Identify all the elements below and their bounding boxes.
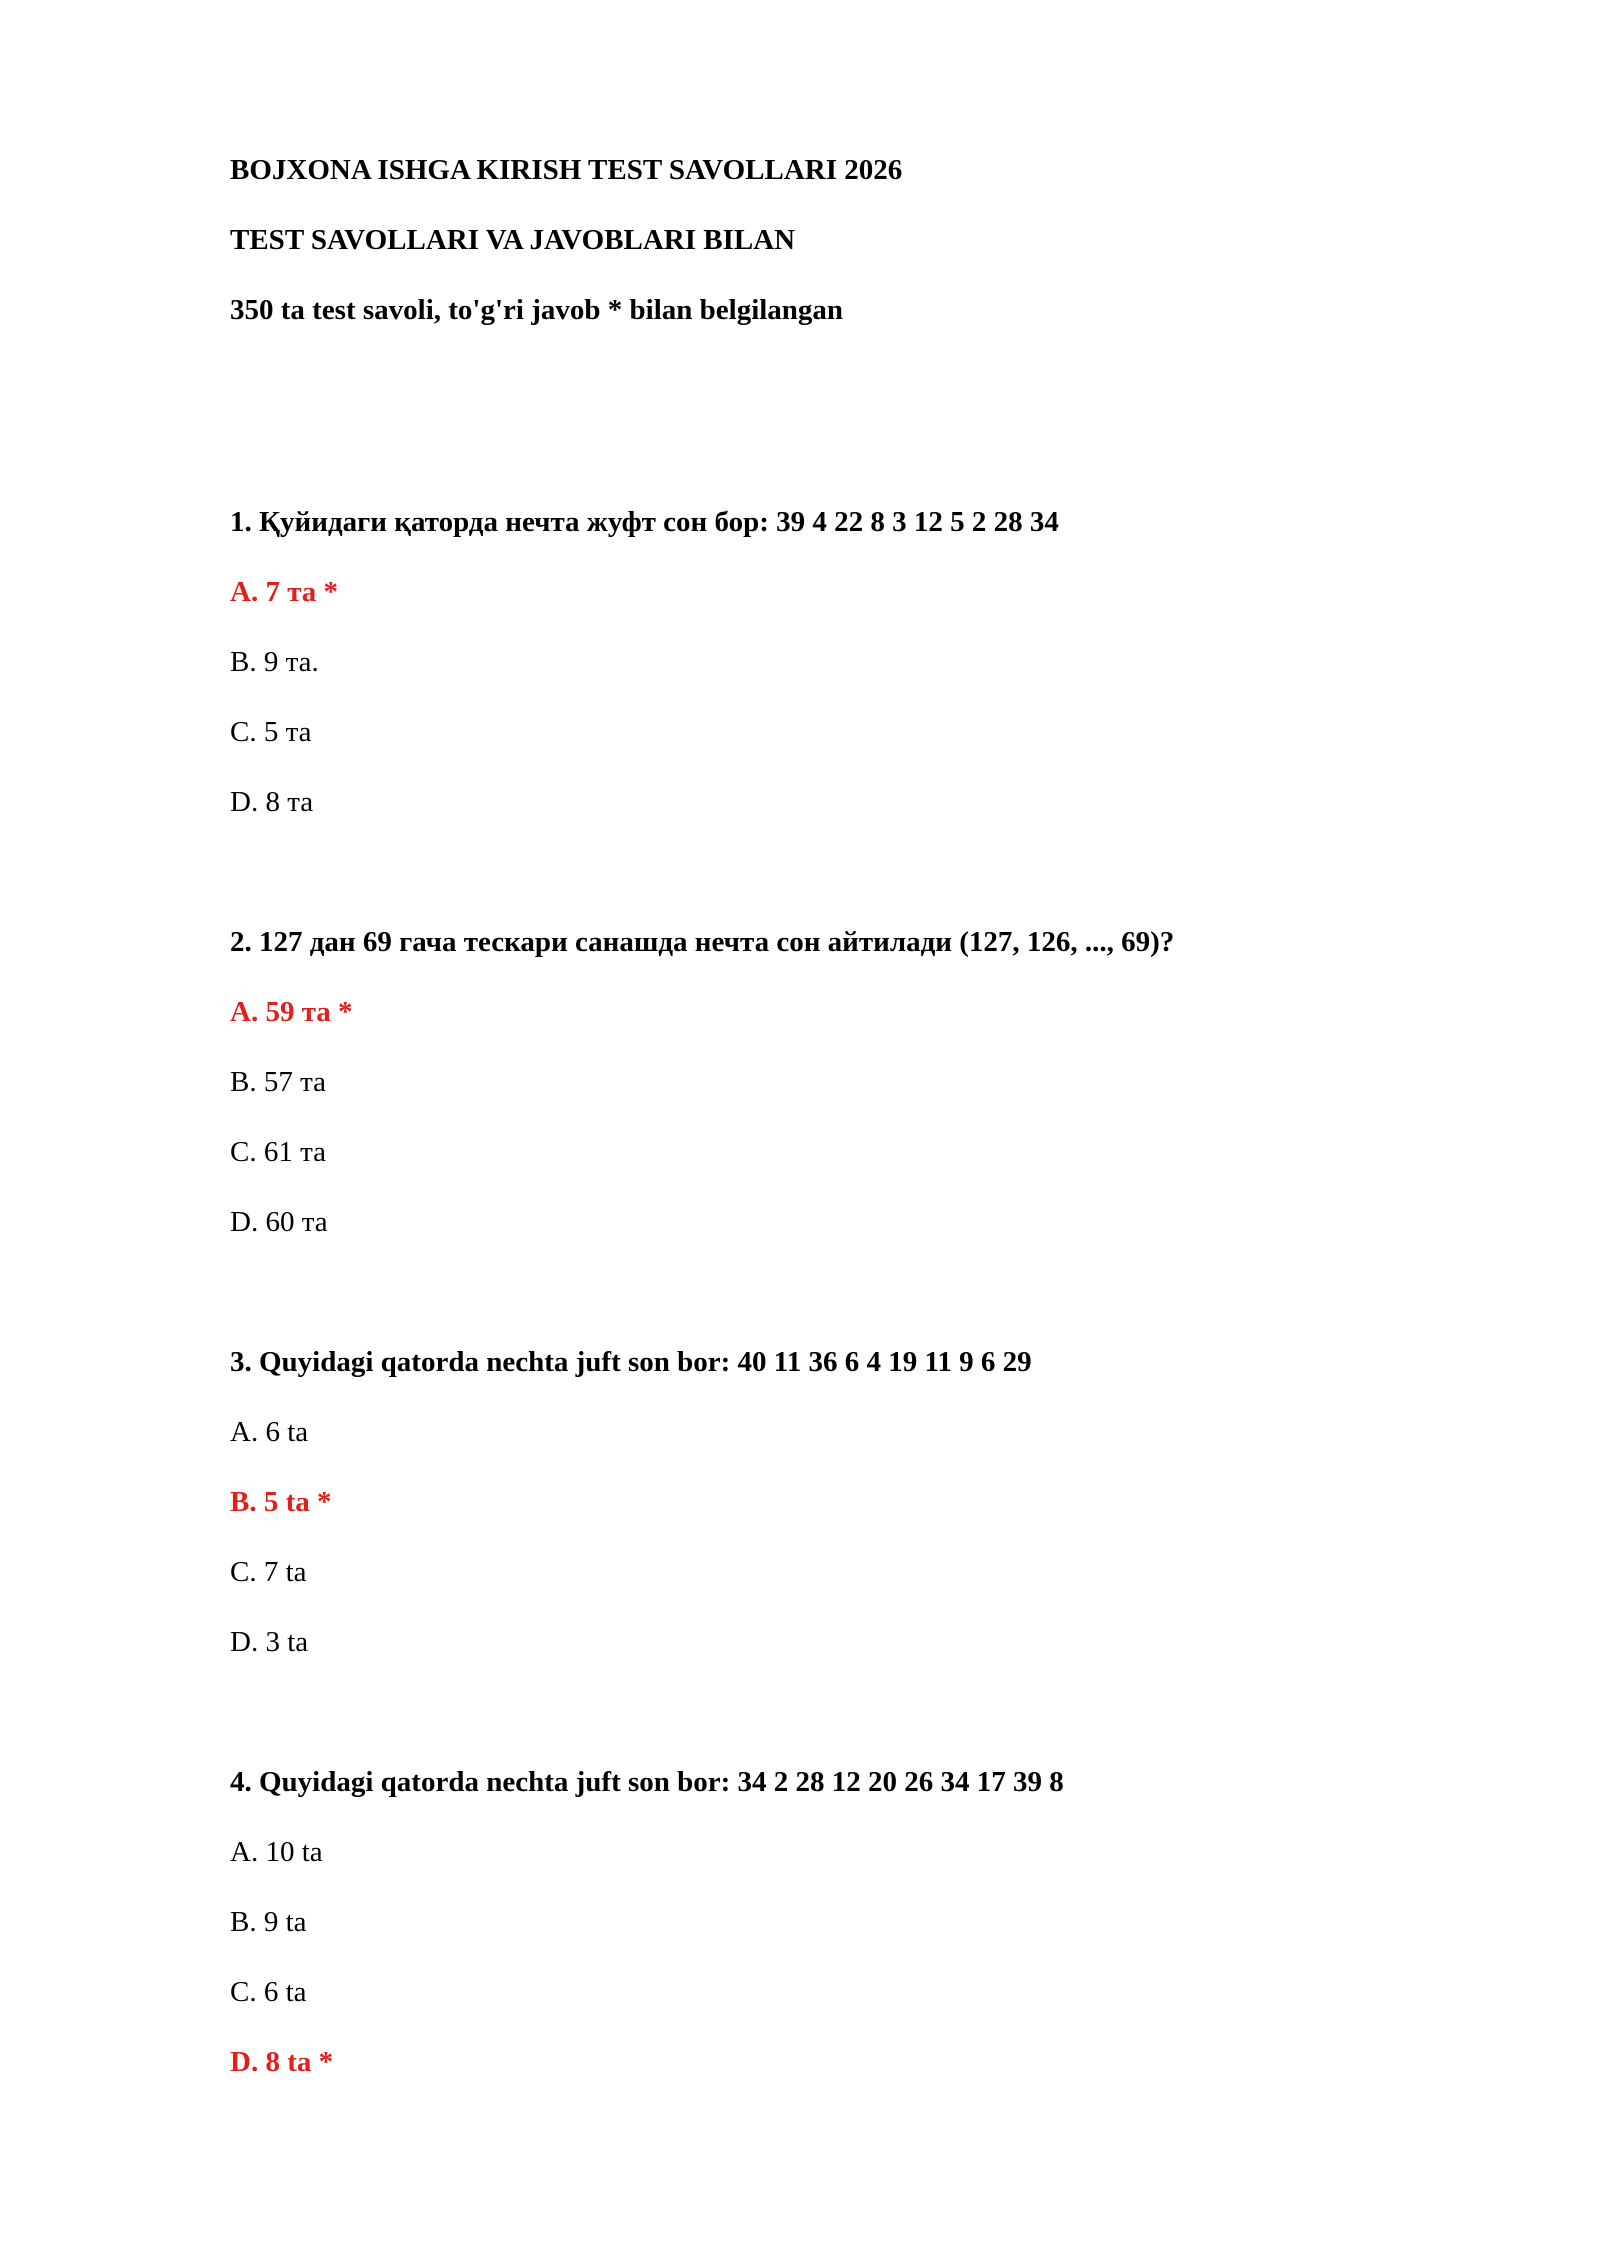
document-title: BOJXONA ISHGA KIRISH TEST SAVOLLARI 2026 (230, 154, 903, 186)
option-b: B. 57 та (230, 1066, 326, 1098)
question-text: 4. Quyidagi qatorda nechta juft son bor: 34 2 28 12 20 26 34 17 39 8 (230, 1766, 1064, 1798)
option-b: B. 9 ta (230, 1906, 307, 1938)
option-d: D. 60 та (230, 1206, 328, 1238)
document-subtitle: TEST SAVOLLARI VA JAVOBLARI BILAN (230, 224, 796, 256)
question-1 (230, 504, 1530, 820)
option-d: D. 3 ta (230, 1626, 309, 1658)
question-text: 1. Қуйидаги қаторда нечта жуфт сон бор: 39 4 22 8 3 12 5 2 28 34 (230, 506, 1059, 538)
option-a: A. 7 та * (230, 576, 339, 608)
option-c: C. 61 та (230, 1136, 326, 1168)
option-c: C. 7 ta (230, 1556, 307, 1588)
question-4 (230, 1764, 1530, 2080)
option-d: D. 8 ta * (230, 2046, 334, 2078)
option-a: A. 6 ta (230, 1416, 309, 1448)
option-c: C. 5 та (230, 716, 312, 748)
option-c: C. 6 ta (230, 1976, 307, 2008)
option-b: B. 9 та. (230, 646, 319, 678)
option-b: B. 5 ta * (230, 1486, 332, 1518)
option-d: D. 8 та (230, 786, 314, 818)
option-a: A. 59 та * (230, 996, 353, 1028)
question-3 (230, 1344, 1530, 1660)
document-note: 350 ta test savoli, to'g'ri javob * bilan belgilangan (230, 294, 844, 326)
question-text: 2. 127 дан 69 гача тескари санашда нечта сон айтилади (127, 126, ..., 69)? (230, 926, 1175, 958)
question-2 (230, 924, 1530, 1240)
question-text: 3. Quyidagi qatorda nechta juft son bor: 40 11 36 6 4 19 11 9 6 29 (230, 1346, 1032, 1378)
option-a: A. 10 ta (230, 1836, 323, 1868)
